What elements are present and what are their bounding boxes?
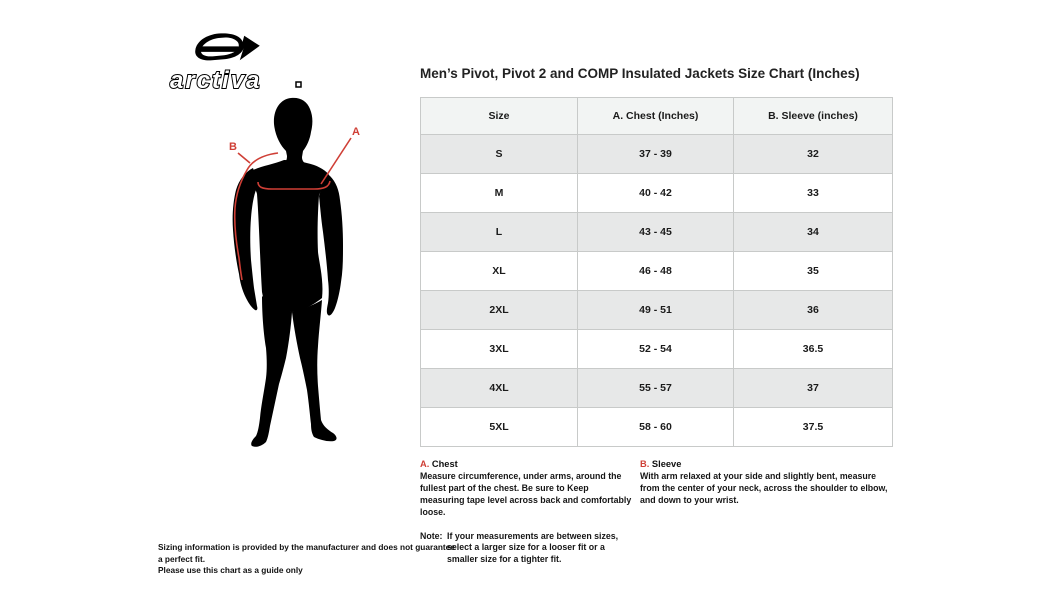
table-cell: XL xyxy=(421,252,578,291)
table-cell: 37.5 xyxy=(734,408,893,447)
sleeve-footnote xyxy=(640,458,890,507)
table-cell: 46 - 48 xyxy=(578,252,734,291)
chest-footnote-body: Measure circumference, under arms, around the fullest part of the chest. Be sure to Keep measuring tape level across back and comfortably loose. xyxy=(420,471,632,517)
label-a-pointer-line xyxy=(321,138,351,184)
sleeve-footnote-heading xyxy=(640,458,890,470)
table-cell: 43 - 45 xyxy=(578,213,734,252)
label-b-pointer-line xyxy=(238,153,250,163)
table-cell: 3XL xyxy=(421,330,578,369)
table-cell: 36 xyxy=(734,291,893,330)
table-header-row xyxy=(421,98,893,135)
chest-label: A. xyxy=(420,459,430,469)
table-cell: L xyxy=(421,213,578,252)
table-cell: 32 xyxy=(734,135,893,174)
disclaimer-line-1: Sizing information is provided by the manufacturer and does not guarantee a perfect fit. xyxy=(158,542,455,564)
header-size: Size xyxy=(421,98,578,135)
table-cell: 52 - 54 xyxy=(578,330,734,369)
page-title: Men’s Pivot, Pivot 2 and COMP Insulated Jackets Size Chart (Inches) xyxy=(420,66,860,81)
table-row xyxy=(421,408,893,447)
table-cell: 35 xyxy=(734,252,893,291)
body-silhouette-figure xyxy=(200,90,400,480)
disclaimer-line-2: Please use this chart as a guide only xyxy=(158,565,303,576)
table-cell: M xyxy=(421,174,578,213)
svg-text:arctiva: arctiva xyxy=(170,67,262,94)
table-row xyxy=(421,213,893,252)
table-cell: 5XL xyxy=(421,408,578,447)
size-table xyxy=(420,97,893,447)
table-cell: 34 xyxy=(734,213,893,252)
note-label: Note: xyxy=(420,530,443,541)
sleeve-title: Sleeve xyxy=(651,459,682,469)
table-cell: 37 xyxy=(734,369,893,408)
table-row xyxy=(421,369,893,408)
table-cell: 4XL xyxy=(421,369,578,408)
table-row xyxy=(421,252,893,291)
table-row xyxy=(421,330,893,369)
figure-label-b: B xyxy=(229,141,237,153)
note-body: If your measurements are between sizes, select a larger size for a looser fit or a smaller size for a tighter fit. xyxy=(447,530,619,565)
table-cell: 58 - 60 xyxy=(578,408,734,447)
chest-footnote-heading xyxy=(420,458,632,470)
figure-label-a: A xyxy=(352,126,360,138)
table-row xyxy=(421,174,893,213)
table-cell: S xyxy=(421,135,578,174)
table-cell: 49 - 51 xyxy=(578,291,734,330)
header-sleeve: B. Sleeve (inches) xyxy=(734,98,893,135)
logo-period-mark xyxy=(296,82,301,87)
sleeve-label: B. xyxy=(640,459,650,469)
brand-logo xyxy=(168,26,308,96)
table-row xyxy=(421,291,893,330)
table-cell: 33 xyxy=(734,174,893,213)
table-cell: 2XL xyxy=(421,291,578,330)
chest-title: Chest xyxy=(431,459,458,469)
table-cell: 37 - 39 xyxy=(578,135,734,174)
table-row xyxy=(421,135,893,174)
sleeve-footnote-body: With arm relaxed at your side and slightly bent, measure from the center of your neck, across the shoulder to elbow, and down to your wrist. xyxy=(640,471,888,506)
header-chest: A. Chest (Inches) xyxy=(578,98,734,135)
arctiva-arrow-emblem-icon xyxy=(186,28,268,68)
table-cell: 55 - 57 xyxy=(578,369,734,408)
table-cell: 36.5 xyxy=(734,330,893,369)
size-table-body xyxy=(421,135,893,447)
table-cell: 40 - 42 xyxy=(578,174,734,213)
sizing-disclaimer xyxy=(158,542,458,577)
